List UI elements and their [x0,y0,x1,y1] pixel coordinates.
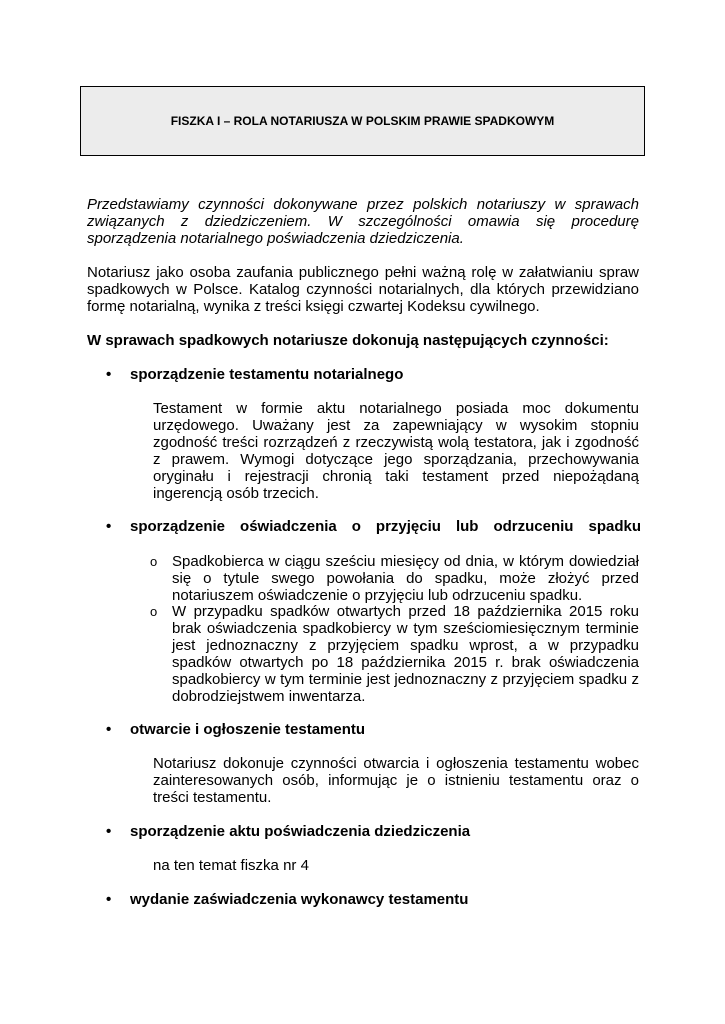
item-heading: sporządzenie aktu poświadczenia dziedziczenia [130,823,471,840]
intro-paragraph: Przedstawiamy czynności dokonywane przez polskich notariuszy w sprawach związanych z dziedziczeniem. W szczególności omawia się procedurę sporządzenia notarialnego poświadczenia dziedziczenia. [87,196,639,247]
item-heading: sporządzenie oświadczenia o przyjęciu lub odrzuceniu spadku [130,518,641,535]
bullet-icon: • [106,891,112,908]
item-body: na ten temat fiszka nr 4 [153,857,309,874]
sub-item-text: Spadkobierca w ciągu sześciu miesięcy od dnia, w którym dowiedział się o tytule swego powołania do spadku, może złożyć przed notariuszem oświadczenie o przyjęciu lub odrzuceniu spadku. [172,553,639,604]
bullet-icon: • [106,366,112,383]
bullet-icon: • [106,823,112,840]
sub-item-text: W przypadku spadków otwartych przed 18 października 2015 roku brak oświadczenia spadkobiercy w tym sześciomiesięcznym terminie jest jednoznaczny z przyjęciem spadku wprost, a w przypadku spadków otwartych po 18 października 2015 r. brak oświadczenia spadkobiercy w tym terminie jest jednoznaczny z przyjęciem spadku z dobrodziejstwem inwentarza. [172,603,639,705]
item-heading: wydanie zaświadczenia wykonawcy testamentu [130,891,469,908]
item-heading: otwarcie i ogłoszenie testamentu [130,721,366,738]
item-heading: sporządzenie testamentu notarialnego [130,366,404,383]
item-body: Notariusz dokonuje czynności otwarcia i ogłoszenia testamentu wobec zainteresowanych osób, informując je o istnieniu testamentu oraz o treści testamentu. [153,755,639,806]
page-title: FISZKA I – ROLA NOTARIUSZA W POLSKIM PRAWIE SPADKOWYM [170,113,555,128]
context-paragraph: Notariusz jako osoba zaufania publicznego pełni ważną rolę w załatwianiu spraw spadkowych w Polsce. Katalog czynności notarialnych, dla których przewidziano formę notarialną, wynika z treści księgi czwartej Kodeksu cywilnego. [87,264,639,315]
circle-bullet-icon: o [150,554,158,569]
circle-bullet-icon: o [150,604,158,619]
activities-lead: W sprawach spadkowych notariusze dokonują następujących czynności: [87,332,609,349]
bullet-icon: • [106,721,112,738]
title-box [80,86,645,156]
bullet-icon: • [106,518,112,535]
item-body: Testament w formie aktu notarialnego posiada moc dokumentu urzędowego. Uważany jest za zapewniający w wysokim stopniu zgodność treści rozrządzeń z rzeczywistą wolą testatora, jak i zgodność z prawem. Wymogi dotyczące jego sporządzania, przechowywania oryginału i rejestracji chronią taki testament przed niepożądaną ingerencją osób trzecich. [153,400,639,502]
